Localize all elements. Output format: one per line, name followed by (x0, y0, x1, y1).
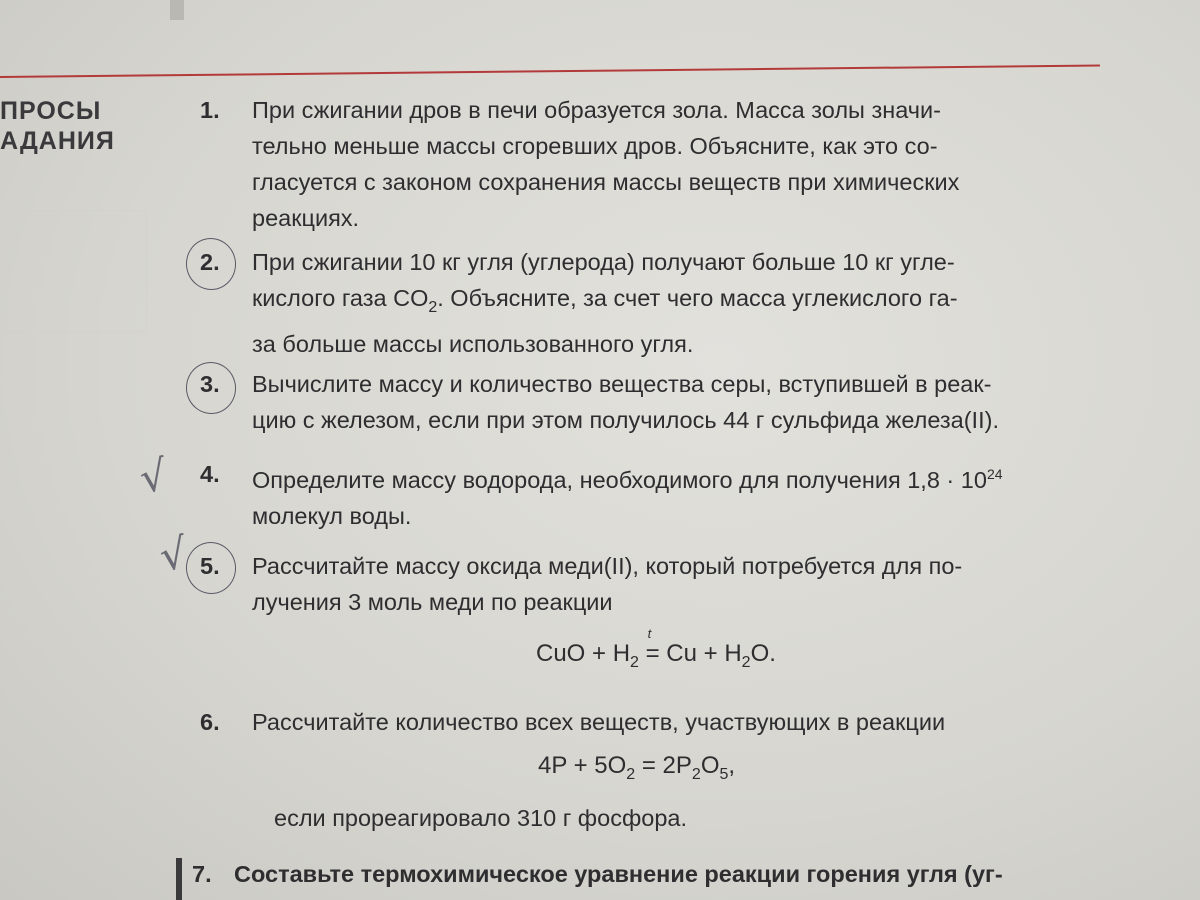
page-binding (170, 0, 184, 20)
question-line: гласуется с законом сохранения массы веществ при химических (252, 169, 960, 195)
pen-check-mark: √ (135, 450, 171, 503)
question-line: Рассчитайте массу оксида меди(II), который потребуется для по- (252, 553, 963, 579)
question-line: Определите массу водорода, необходимого для получения $1,8 \cdot 10^{24}$ (252, 466, 1003, 493)
question-number: 3. (200, 371, 220, 397)
section-title (0, 96, 115, 156)
pen-check-mark: √ (155, 528, 191, 581)
margin-bar (176, 858, 182, 900)
question-number: 1. (200, 97, 220, 123)
question-number: 4. (200, 461, 220, 487)
section-title-line2: АДАНИЯ (0, 127, 115, 155)
equation-phosphorus-combustion: $4P + 5O_2 = 2P_2O_5$, (538, 752, 736, 783)
question-number: 7. (192, 861, 212, 887)
question-line: Вычислите массу и количество вещества серы, вступившей в реак- (252, 371, 992, 397)
question-number: 6. (200, 709, 220, 735)
question-line: лучения 3 моль меди по реакции (252, 589, 613, 615)
question-line: молекул воды. (252, 503, 412, 529)
question-line: за больше массы использованного угля. (252, 331, 694, 357)
question-line: если прореагировало 310 г фосфора. (274, 805, 688, 831)
question-number: 5. (200, 553, 220, 579)
question-line: Рассчитайте количество всех веществ, участвующих в реакции (252, 709, 946, 735)
question-line: Составьте термохимическое уравнение реакции горения угля (уг- (234, 861, 1003, 887)
question-line: кислого газа $CO_2$. Объясните, за счет чего масса углекислого га- (252, 285, 958, 316)
question-line: При сжигании 10 кг угля (углерода) получают больше 10 кг угле- (252, 249, 955, 275)
question-line: реакциях. (252, 205, 360, 231)
bleed-through-block (5, 210, 147, 332)
section-title-line1: ПРОСЫ (0, 97, 102, 125)
question-line: тельно меньше массы сгоревших дров. Объясните, как это со- (252, 133, 938, 159)
equation-copper-oxide-reduction: CuO + $H_2$ t = $Cu + H_2O$. (536, 626, 776, 671)
question-line: цию с железом, если при этом получилось 44 г сульфида железа(II). (252, 407, 999, 433)
question-number: 2. (200, 249, 220, 275)
condition-heat: t (647, 626, 652, 641)
question-line: При сжигании дров в печи образуется зола. Масса золы значи- (252, 97, 941, 123)
red-margin-rule (0, 64, 1100, 78)
